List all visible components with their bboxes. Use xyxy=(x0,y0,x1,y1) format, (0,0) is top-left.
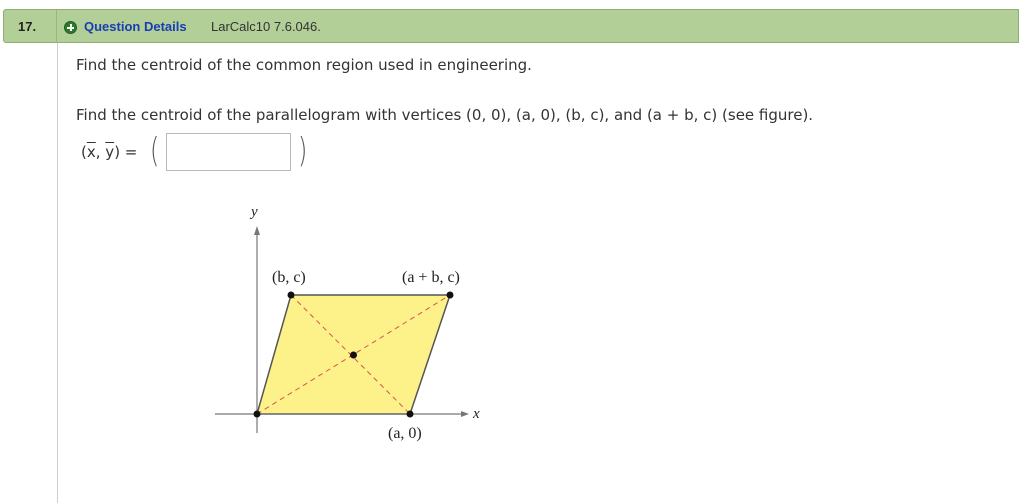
question-number: 17. xyxy=(18,19,37,34)
question-intro: Find the centroid of the common region used in engineering. xyxy=(76,56,532,74)
vertex-bc xyxy=(288,292,295,299)
question-body-border xyxy=(57,43,58,503)
answer-label-x-bar: $\overline{x}$ xyxy=(86,143,96,161)
vertex-bc-label: (b, c) xyxy=(272,269,306,286)
question-source: LarCalc10 7.6.046. xyxy=(211,19,321,34)
right-paren: ) xyxy=(297,131,308,171)
answer-label-y-bar: $\overline{y}$ xyxy=(105,143,115,161)
vertex-origin xyxy=(254,411,261,418)
centroid-answer-input[interactable] xyxy=(166,133,291,171)
answer-label-sep: , xyxy=(95,143,106,161)
x-axis-label: x xyxy=(473,406,480,422)
question-prompt: Find the centroid of the parallelogram with vertices (0, 0), (a, 0), (b, c), and (a + b, c) (see figure). xyxy=(76,106,814,124)
vertex-a0 xyxy=(407,411,414,418)
y-axis-label: y xyxy=(251,204,258,220)
header-divider xyxy=(56,10,57,43)
answer-label-close: ) = xyxy=(114,143,138,161)
centroid-point xyxy=(350,352,357,359)
question-details-link[interactable]: Question Details xyxy=(84,19,187,34)
parallelogram-figure xyxy=(205,195,495,455)
vertex-abc xyxy=(447,292,454,299)
vertex-abc-label: (a + b, c) xyxy=(402,269,460,286)
question-header xyxy=(3,9,1019,43)
left-paren: ( xyxy=(149,131,160,171)
vertex-a0-label: (a, 0) xyxy=(388,425,422,442)
y-axis-arrow xyxy=(254,226,260,235)
answer-label xyxy=(81,143,137,161)
answer-label-open: ( xyxy=(81,143,87,161)
x-axis-arrow xyxy=(461,411,469,417)
plus-circle-icon[interactable] xyxy=(64,21,77,34)
